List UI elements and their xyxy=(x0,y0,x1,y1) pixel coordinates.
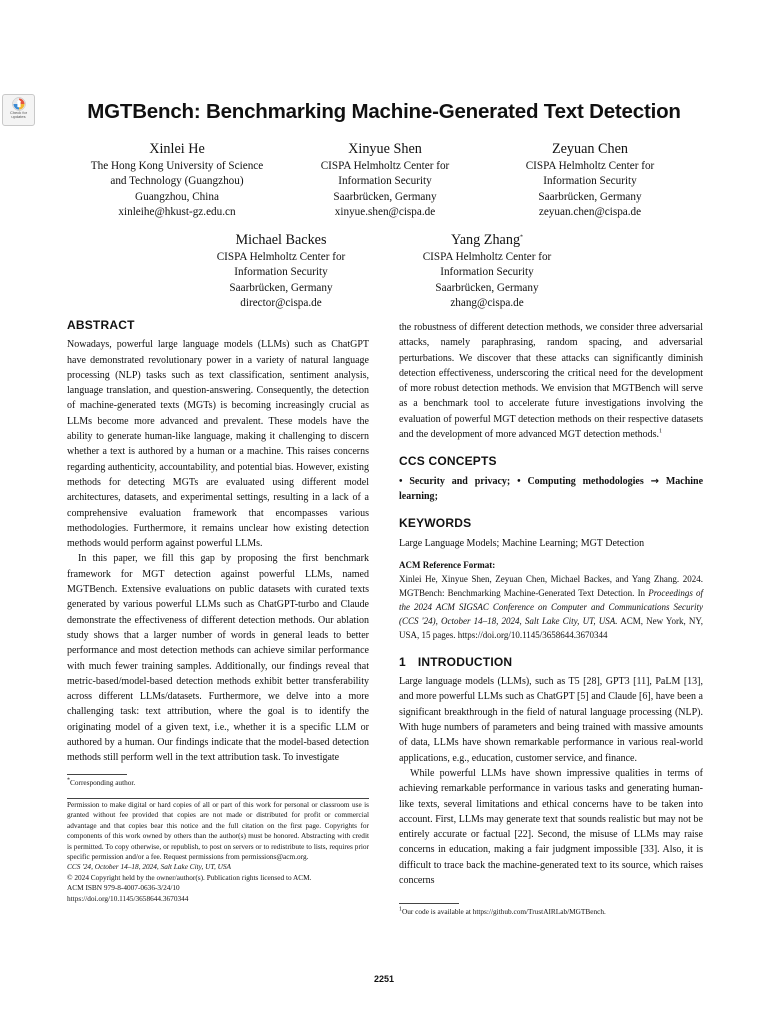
isbn-text: ACM ISBN 979-8-4007-0636-3/24/10 xyxy=(67,883,180,893)
reference-text: Xinlei He, Xinyue Shen, Zeyuan Chen, Michael Backes, and Yang Zhang. 2024. MGTBench: Benchmarking Machine-Generated Text Detection. In Proceedings of the 2024 ACM SIGSAC Conference on Computer and Communications Security (CCS '24), October 14–18, 2024, Salt Lake City, UT, USA. ACM, New York, NY, USA, 15 pages. https://doi.org/10.1145/3658644.3670344 xyxy=(399,573,703,640)
keywords-text: Large Language Models; Machine Learning; MGT Detection xyxy=(399,537,645,549)
author-email[interactable]: xinleihe@hkust-gz.edu.cn xyxy=(118,206,236,219)
page-number: 2251 xyxy=(373,974,395,984)
author-email[interactable]: zhang@cispa.de xyxy=(450,297,524,310)
permission-block xyxy=(67,798,369,904)
footnote-text[interactable]: Our code is available at https://github.com/TrustAIRLab/MGTBench. xyxy=(402,907,606,916)
right-column xyxy=(399,320,703,888)
author-email[interactable]: xinyue.shen@cispa.de xyxy=(334,206,436,219)
author-location: Saarbrücken, Germany xyxy=(229,281,333,294)
ccs-heading: CCS CONCEPTS xyxy=(399,454,497,469)
badge-label: Check for updates xyxy=(9,110,28,119)
author-affiliation: CISPA Helmholtz Center for xyxy=(320,160,450,172)
copyright-text: © 2024 Copyright held by the owner/author(s). Publication rights licensed to ACM. xyxy=(67,872,312,882)
author-affiliation: CISPA Helmholtz Center for xyxy=(216,251,346,263)
reference-heading: ACM Reference Format: xyxy=(399,559,496,570)
author-affiliation: Information Security xyxy=(234,266,328,279)
author-affiliation: Information Security xyxy=(440,266,534,279)
author-block-he xyxy=(72,140,282,221)
author-affiliation: CISPA Helmholtz Center for xyxy=(422,251,552,263)
venue-text: CCS '24, October 14–18, 2024, Salt Lake City, UT, USA xyxy=(67,862,231,872)
footnote-corresponding xyxy=(67,774,369,788)
permission-rule xyxy=(67,798,369,799)
author-email[interactable]: director@cispa.de xyxy=(240,297,322,310)
author-affiliation: CISPA Helmholtz Center for xyxy=(525,160,655,172)
ccs-concepts: • Security and privacy; • Computing methodologies → Machine learning; xyxy=(399,475,704,502)
corresponding-mark: * xyxy=(520,234,524,241)
paper-title: MGTBench: Benchmarking Machine-Generated Text Detection xyxy=(87,100,681,123)
author-location: Saarbrücken, Germany xyxy=(333,190,437,203)
permission-text: Permission to make digital or hard copies of all or part of this work for personal or classroom use is granted without fee provided that copies are not made or distributed for profit or commercial advantage and that copies bear this notice and the full citation on the first page. Copyrights for components of this work owned by others than the author(s) must be honored. Abstracting with credit is permitted. To copy otherwise, or republish, to post on servers or to redistribute to lists, requires prior specific permission and/or a fee. Request permissions from permissions@acm.org. xyxy=(67,800,369,862)
doi-link[interactable]: https://doi.org/10.1145/3658644.3670344 xyxy=(67,893,189,903)
author-location: Saarbrücken, Germany xyxy=(435,281,539,294)
author-name: Xinlei He xyxy=(149,141,205,157)
author-block-zhang xyxy=(382,231,592,312)
author-name: Yang Zhang* xyxy=(450,232,524,248)
abstract-heading: ABSTRACT xyxy=(67,318,135,332)
abstract-paragraph-1: Nowadays, powerful large language models (LLMs) such as ChatGPT have demonstrated revolutionary power in a variety of natural language processing (NLP) tasks such as text classification, sentiment analysis, language translation, and question-answering. Consequently, the detection of machine-generated texts (MGTs) is becoming increasingly crucial as LLMs become more advanced and prevalent. These models have the ability to generate human-like language, making it challenging to discern whether a text is authored by a human or a machine. This raises concerns regarding authenticity, accountability, and potential bias. However, existing methods for detecting MGTs are evaluated using different model architectures, datasets, and experimental settings, resulting in a lack of a comprehensive evaluation framework that encompasses various methodologies. Furthermore, it remains unclear how existing detection methods would perform against powerful LLMs. xyxy=(67,339,369,550)
author-name: Xinyue Shen xyxy=(348,141,422,157)
keywords-heading: KEYWORDS xyxy=(399,516,472,531)
author-block-chen xyxy=(485,140,695,221)
left-column xyxy=(67,318,369,766)
author-name: Michael Backes xyxy=(235,232,327,248)
author-affiliation: Information Security xyxy=(543,175,637,188)
footnote-rule xyxy=(67,774,127,775)
footnote-text: Corresponding author. xyxy=(70,778,136,787)
intro-heading: 1 INTRODUCTION xyxy=(399,654,513,669)
footnote-rule xyxy=(399,903,459,904)
intro-paragraph-2: While powerful LLMs have shown impressive qualities in terms of achieving remarkable performance in various tasks and generating human-like texts, several limitations and ethical concerns have to be taken into account. First, LLMs may generate text that sounds realistic but may not be entirely accurate or factual [22]. Second, the misuse of LLMs may raise concerns in education, making a fair judgment impossible [33]. Also, it is difficult to trace back the machine-generated text to its source, which raises concerns xyxy=(399,767,703,887)
abstract-paragraph-2: In this paper, we fill this gap by proposing the first benchmark framework for MGT detection against powerful LLMs, named MGTBench. Extensive evaluations on public datasets with curated texts generated by various powerful LLMs such as ChatGPT-turbo and Claude demonstrate the effectiveness of different detection methods. Our ablation study shows that a larger number of words in general leads to better performance and most detection methods can achieve similar performance with much fewer training samples. Additionally, our findings reveal that metric-based/model-based detection methods exhibit better transferability across different LLMs/datasets. Furthermore, we delve into a more challenging task: text attribution, where the goal is to identify the originating model of a given text, i.e., whether it is a specific LLM or authored by a human. Our findings indicate that the model-based detection methods still perform well in the text attribution task. To investigate xyxy=(67,553,369,764)
author-affiliation: The Hong Kong University of Science xyxy=(90,160,264,172)
intro-paragraph-1: Large language models (LLMs), such as T5 [28], GPT3 [11], PaLM [13], and more powerful LLMs such as ChatGPT [5] and Claude [6], have been a significant breakthrough in the field of natural language processing (NLP). With huge numbers of parameters and being trained with massive amounts of data, LLMs have shown remarkable performance in various real-world applications, e.g., education, customer service, and finance. xyxy=(399,676,703,764)
author-block-backes xyxy=(176,231,386,312)
author-block-shen xyxy=(280,140,490,221)
footnote-mark: * xyxy=(67,777,70,784)
author-email[interactable]: zeyuan.chen@cispa.de xyxy=(538,206,642,219)
author-affiliation: Information Security xyxy=(338,175,432,188)
footnote-code xyxy=(399,903,703,917)
footnote-mark: 1 xyxy=(399,906,402,913)
author-location: Guangzhou, China xyxy=(135,190,219,203)
footnote-ref[interactable]: 1 xyxy=(659,428,663,435)
abstract-paragraph-3: the robustness of different detection methods, we consider three adversarial attacks, namely paraphrasing, random spacing, and adversarial perturbations. We discover that these attacks can significantly diminish detection effectiveness, underscoring the critical need for the development of more robust detection methods. We envision that MGTBench will serve as a benchmark tool to accelerate future investigations involving the evaluation of powerful MGT detection methods on their respective datasets and the development of more advanced MGT detection methods.$^1$ xyxy=(399,322,703,441)
author-affiliation: and Technology (Guangzhou) xyxy=(110,175,244,188)
author-location: Saarbrücken, Germany xyxy=(538,190,642,203)
author-name: Zeyuan Chen xyxy=(551,141,629,157)
